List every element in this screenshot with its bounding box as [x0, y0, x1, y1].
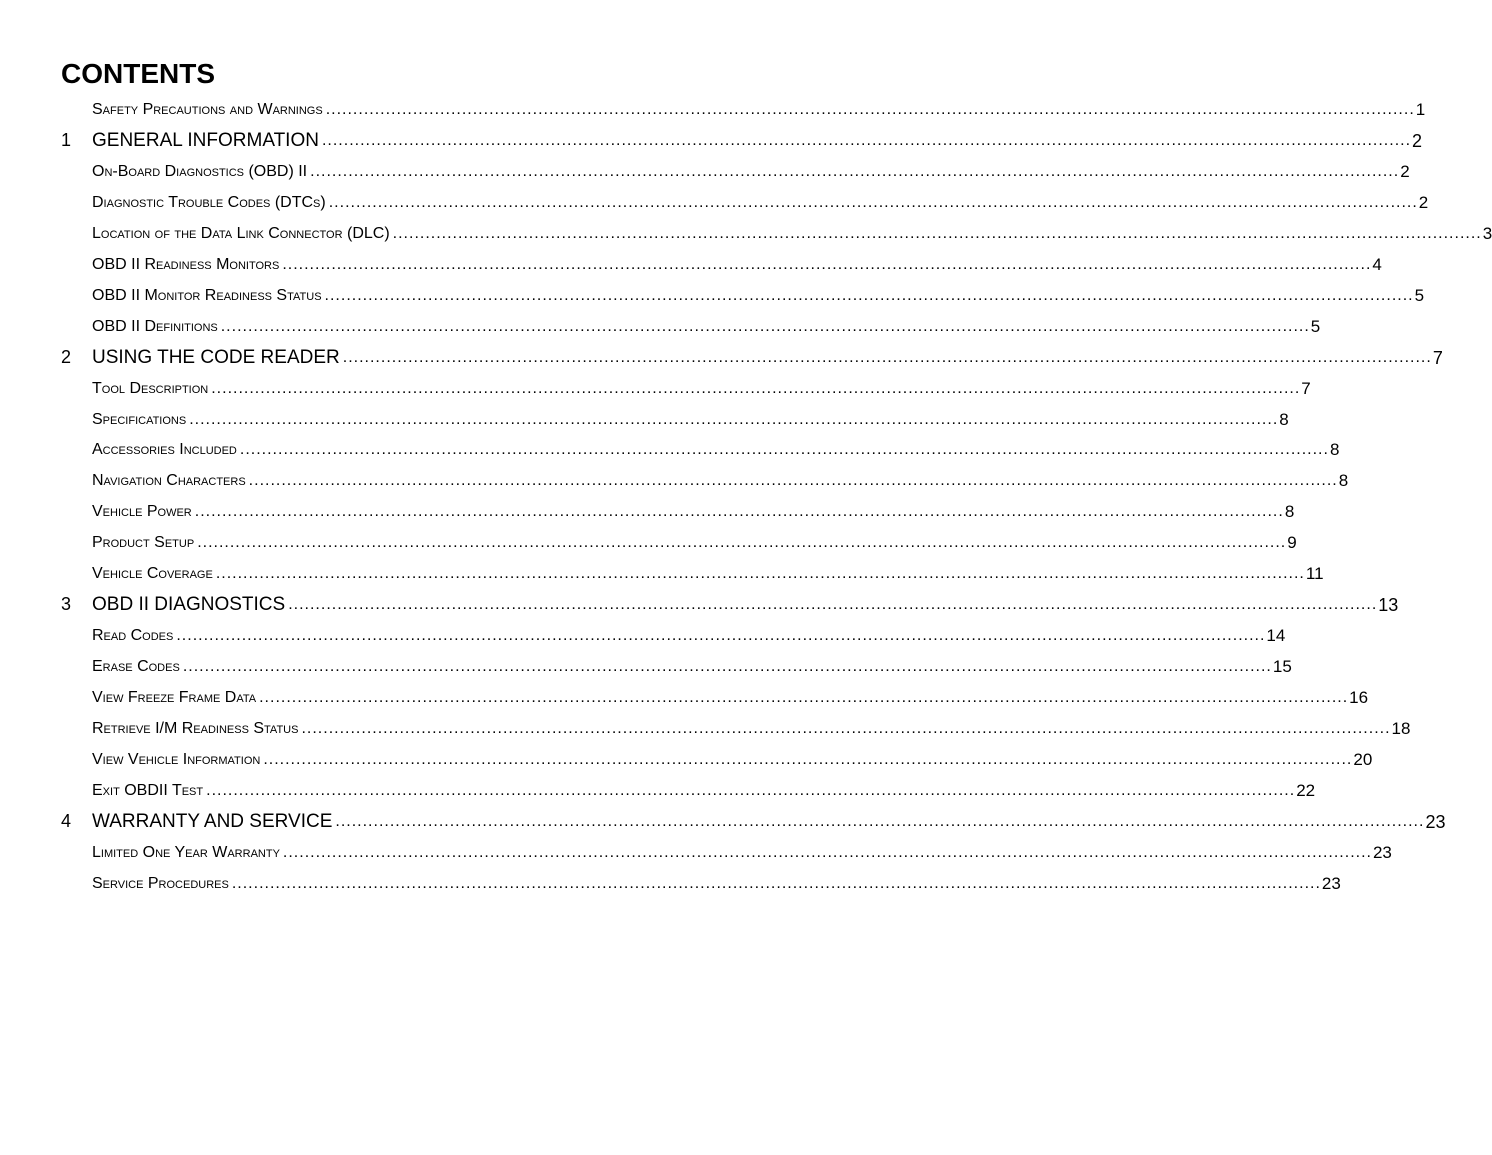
dot-leader: ........................................................................................................................................................................................................	[189, 410, 1279, 428]
chapter-number: 4	[61, 810, 72, 831]
dot-leader: ........................................................................................................................................................................................................	[310, 162, 1400, 180]
toc-page-number: 11	[1305, 564, 1324, 584]
toc-page-number: 23	[1425, 811, 1446, 832]
toc-page-number: 9	[1287, 533, 1297, 553]
dot-leader: ........................................................................................................................................................................................................	[215, 565, 1305, 583]
toc-section-row[interactable]	[0, 377, 1311, 401]
toc-entry-label: Accessories Included	[92, 440, 240, 460]
toc-page-number: 5	[1414, 285, 1425, 305]
toc-section-row[interactable]	[0, 562, 1324, 586]
toc-entry-label: Service Procedures	[92, 874, 232, 894]
toc-page-number: 7	[1432, 347, 1443, 368]
toc-section-row[interactable]	[0, 872, 1341, 896]
toc-section-row[interactable]	[0, 408, 1289, 432]
dot-leader: ........................................................................................................................................................................................................	[194, 503, 1284, 521]
toc-page-number: 23	[1321, 873, 1341, 893]
toc-page-number: 2	[1400, 161, 1410, 181]
toc-chapter-row[interactable]	[0, 810, 1446, 834]
page-title: CONTENTS	[61, 58, 215, 89]
toc-page-number: 2	[1418, 192, 1429, 212]
dot-leader: ........................................................................................................................................................................................................	[324, 286, 1414, 304]
toc-section-row[interactable]	[0, 438, 1340, 462]
toc-chapter-row[interactable]	[0, 129, 1423, 153]
dot-leader: ........................................................................................................................................................................................................	[239, 441, 1329, 459]
chapter-number: 1	[61, 129, 72, 150]
dot-leader: ........................................................................................................................................................................................................	[259, 689, 1349, 707]
toc-entry-label: Location of the Data Link Connector (DLC)	[92, 224, 393, 244]
toc-entry-label: Safety Precautions and Warnings	[92, 100, 326, 120]
toc-entry-label: Tool Description	[92, 379, 211, 399]
toc-section-row[interactable]	[0, 748, 1373, 772]
dot-leader: ........................................................................................................................................................................................................	[335, 812, 1425, 830]
toc-entry-label: OBD II Definitions	[92, 317, 221, 337]
toc-section-row[interactable]	[0, 531, 1297, 555]
dot-leader: ........................................................................................................................................................................................................	[325, 101, 1415, 118]
toc-section-row[interactable]	[0, 253, 1382, 277]
toc-section-row[interactable]	[0, 160, 1410, 184]
toc-entry-label: OBD II Readiness Monitors	[92, 255, 282, 275]
toc-entry-label: GENERAL INFORMATION	[92, 131, 322, 151]
dot-leader: ........................................................................................................................................................................................................	[321, 131, 1412, 149]
toc-section-row[interactable]	[0, 841, 1392, 865]
toc-page-number: 3	[1482, 223, 1492, 243]
chapter-number: 3	[61, 594, 72, 615]
toc-entry-label: Retrieve I/M Readiness Status	[92, 719, 301, 739]
toc-entry-label: OBD II DIAGNOSTICS	[92, 595, 288, 615]
dot-leader: ........................................................................................................................................................................................................	[182, 658, 1272, 676]
toc-page-number: 4	[1372, 254, 1382, 274]
toc-page-number: 5	[1310, 316, 1321, 336]
toc-entry-label: Vehicle Power	[92, 502, 195, 522]
toc-entry-label: WARRANTY AND SERVICE	[92, 812, 335, 832]
dot-leader: ........................................................................................................................................................................................................	[206, 781, 1296, 799]
toc-page-number: 8	[1329, 440, 1340, 460]
toc-section-row[interactable]	[0, 98, 1426, 122]
toc-section-row[interactable]	[0, 779, 1316, 803]
dot-leader: ........................................................................................................................................................................................................	[197, 534, 1287, 552]
toc-page-number: 8	[1284, 502, 1295, 522]
toc-chapter-row[interactable]	[0, 593, 1399, 617]
toc-page-number: 1	[1415, 100, 1426, 119]
toc-section-row[interactable]	[0, 717, 1411, 741]
dot-leader: ........................................................................................................................................................................................................	[392, 224, 1482, 242]
toc-page-number: 18	[1391, 719, 1411, 738]
toc-page-number: 23	[1372, 842, 1392, 862]
toc-section-row[interactable]	[0, 315, 1321, 339]
toc-chapter-row[interactable]	[0, 346, 1443, 370]
toc-entry-label: Erase Codes	[92, 657, 183, 677]
toc-section-row[interactable]	[0, 284, 1425, 308]
toc-page-number: 20	[1353, 749, 1373, 769]
toc-section-row[interactable]	[0, 191, 1429, 215]
toc-entry-label: Diagnostic Trouble Codes (DTCs)	[92, 193, 329, 213]
dot-leader: ........................................................................................................................................................................................................	[176, 627, 1266, 645]
dot-leader: ........................................................................................................................................................................................................	[220, 317, 1310, 335]
dot-leader: ........................................................................................................................................................................................................	[282, 255, 1372, 273]
toc-page-number: 15	[1272, 657, 1292, 677]
toc-page-number: 7	[1301, 378, 1311, 398]
dot-leader: ........................................................................................................................................................................................................	[342, 348, 1432, 366]
toc-entry-label: Exit OBDII Test	[92, 781, 206, 801]
toc-entry-label: Read Codes	[92, 626, 176, 646]
toc-section-row[interactable]	[0, 222, 1492, 246]
dot-leader: ........................................................................................................................................................................................................	[211, 379, 1301, 397]
toc-page-number: 8	[1338, 471, 1349, 491]
toc-page-number: 2	[1412, 130, 1423, 151]
toc-page-number: 16	[1349, 688, 1369, 708]
toc-entry-label: Vehicle Coverage	[92, 564, 216, 584]
dot-leader: ........................................................................................................................................................................................................	[282, 843, 1372, 861]
toc-entry-label: USING THE CODE READER	[92, 348, 343, 368]
toc-page-number: 13	[1378, 595, 1399, 616]
toc-section-row[interactable]	[0, 500, 1295, 524]
toc-entry-label: On-Board Diagnostics (OBD) II	[92, 162, 310, 182]
toc-page-number: 8	[1279, 409, 1289, 429]
toc-entry-label: Navigation Characters	[92, 471, 249, 491]
dot-leader: ........................................................................................................................................................................................................	[328, 193, 1418, 211]
dot-leader: ........................................................................................................................................................................................................	[263, 750, 1353, 768]
toc-entry-label: View Vehicle Information	[92, 750, 263, 770]
dot-leader: ........................................................................................................................................................................................................	[288, 596, 1378, 614]
toc-entry-label: Specifications	[92, 410, 189, 430]
dot-leader: ........................................................................................................................................................................................................	[248, 472, 1338, 490]
dot-leader: ........................................................................................................................................................................................................	[301, 720, 1391, 737]
toc-entry-label: OBD II Monitor Readiness Status	[92, 286, 325, 306]
toc-entry-label: Product Setup	[92, 533, 197, 553]
toc-section-row[interactable]	[0, 655, 1292, 679]
toc-section-row[interactable]	[0, 686, 1369, 710]
toc-section-row[interactable]	[0, 624, 1286, 648]
toc-page-number: 22	[1296, 780, 1316, 800]
toc-entry-label: Limited One Year Warranty	[92, 843, 283, 863]
dot-leader: ........................................................................................................................................................................................................	[231, 874, 1321, 892]
toc-entry-label: View Freeze Frame Data	[92, 688, 259, 708]
toc-page-number: 14	[1266, 626, 1286, 646]
toc-section-row[interactable]	[0, 469, 1349, 493]
chapter-number: 2	[61, 346, 72, 367]
